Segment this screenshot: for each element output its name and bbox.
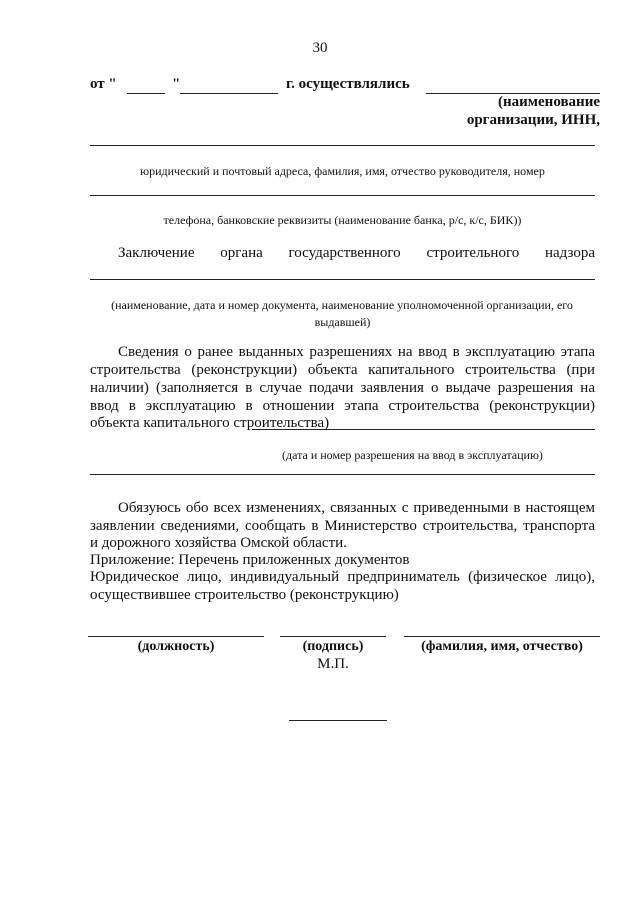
position-caption: (должность): [137, 639, 215, 654]
legal-entity-line-2: осуществившее строительство (реконструкцию): [90, 587, 399, 603]
full-name-caption: (фамилия, имя, отчество): [421, 639, 583, 654]
full-name-field-line: [404, 636, 600, 637]
obligation-line-3: и дорожного хозяйства Омской области.: [90, 535, 347, 551]
signature-caption: (подпись): [302, 639, 364, 654]
org-name-caption-1: (наименование: [498, 94, 600, 110]
date-prefix: от ": [90, 76, 117, 92]
conclusion-word-5: надзора: [545, 245, 595, 261]
previous-permits-line-4: ввод в эксплуатацию в отношении этапа строительства (реконструкции): [90, 398, 595, 414]
end-separator: [289, 720, 387, 721]
legal-entity-line-1: Юридическое лицо, индивидуальный предприниматель (физическое лицо),: [90, 569, 595, 585]
carried-out-label: г. осуществлялись: [286, 76, 410, 92]
date-quote: ": [172, 76, 181, 92]
conclusion-field-line: [90, 279, 595, 280]
previous-permits-field-line-2: [90, 474, 595, 475]
attachment-line: Приложение: Перечень приложенных документов: [90, 552, 410, 568]
previous-permits-line-1: Сведения о ранее выданных разрешениях на ввод в эксплуатацию этапа: [118, 344, 595, 360]
signature-field-line: [280, 636, 386, 637]
page-number: 30: [312, 40, 328, 56]
conclusion-word-2: органа: [220, 245, 263, 261]
day-field-line: [127, 93, 165, 94]
address-caption: юридический и почтовый адреса, фамилия, имя, отчество руководителя, номер: [140, 164, 545, 178]
conclusion-caption-2: выдавшей): [314, 315, 371, 329]
obligation-line-1: Обязуюсь обо всех изменениях, связанных с приведенными в настоящем: [118, 500, 595, 516]
obligation-line-2: заявлении сведениями, сообщать в Министерство строительства, транспорта: [90, 518, 595, 534]
position-field-line: [88, 636, 264, 637]
conclusion-word-3: государственного: [288, 245, 401, 261]
month-year-field-line: [180, 93, 278, 94]
previous-permits-line-2: строительства (реконструкции) объекта капитального строительства (при: [90, 362, 595, 378]
org-name-caption-2: организации, ИНН,: [466, 112, 600, 128]
previous-permits-line-3: наличии) (заполняется в случае подачи заявления о выдаче разрешения на: [90, 380, 595, 396]
phone-bank-caption: телефона, банковские реквизиты (наименование банка, р/с, к/с, БИК)): [163, 213, 522, 227]
previous-permits-line-5: объекта капитального строительства): [90, 415, 330, 431]
conclusion-caption-1: (наименование, дата и номер документа, наименование уполномоченной организации, его: [111, 298, 573, 312]
conclusion-word-1: Заключение: [118, 245, 195, 261]
conclusion-heading: [118, 245, 595, 262]
org-details-line-2: [90, 195, 595, 196]
seal-place: М.П.: [317, 656, 349, 672]
previous-permits-field-line: [252, 429, 595, 430]
org-details-line-1: [90, 145, 595, 146]
conclusion-word-4: строительного: [426, 245, 520, 261]
previous-permits-caption: (дата и номер разрешения на ввод в эксплуатацию): [282, 448, 543, 462]
